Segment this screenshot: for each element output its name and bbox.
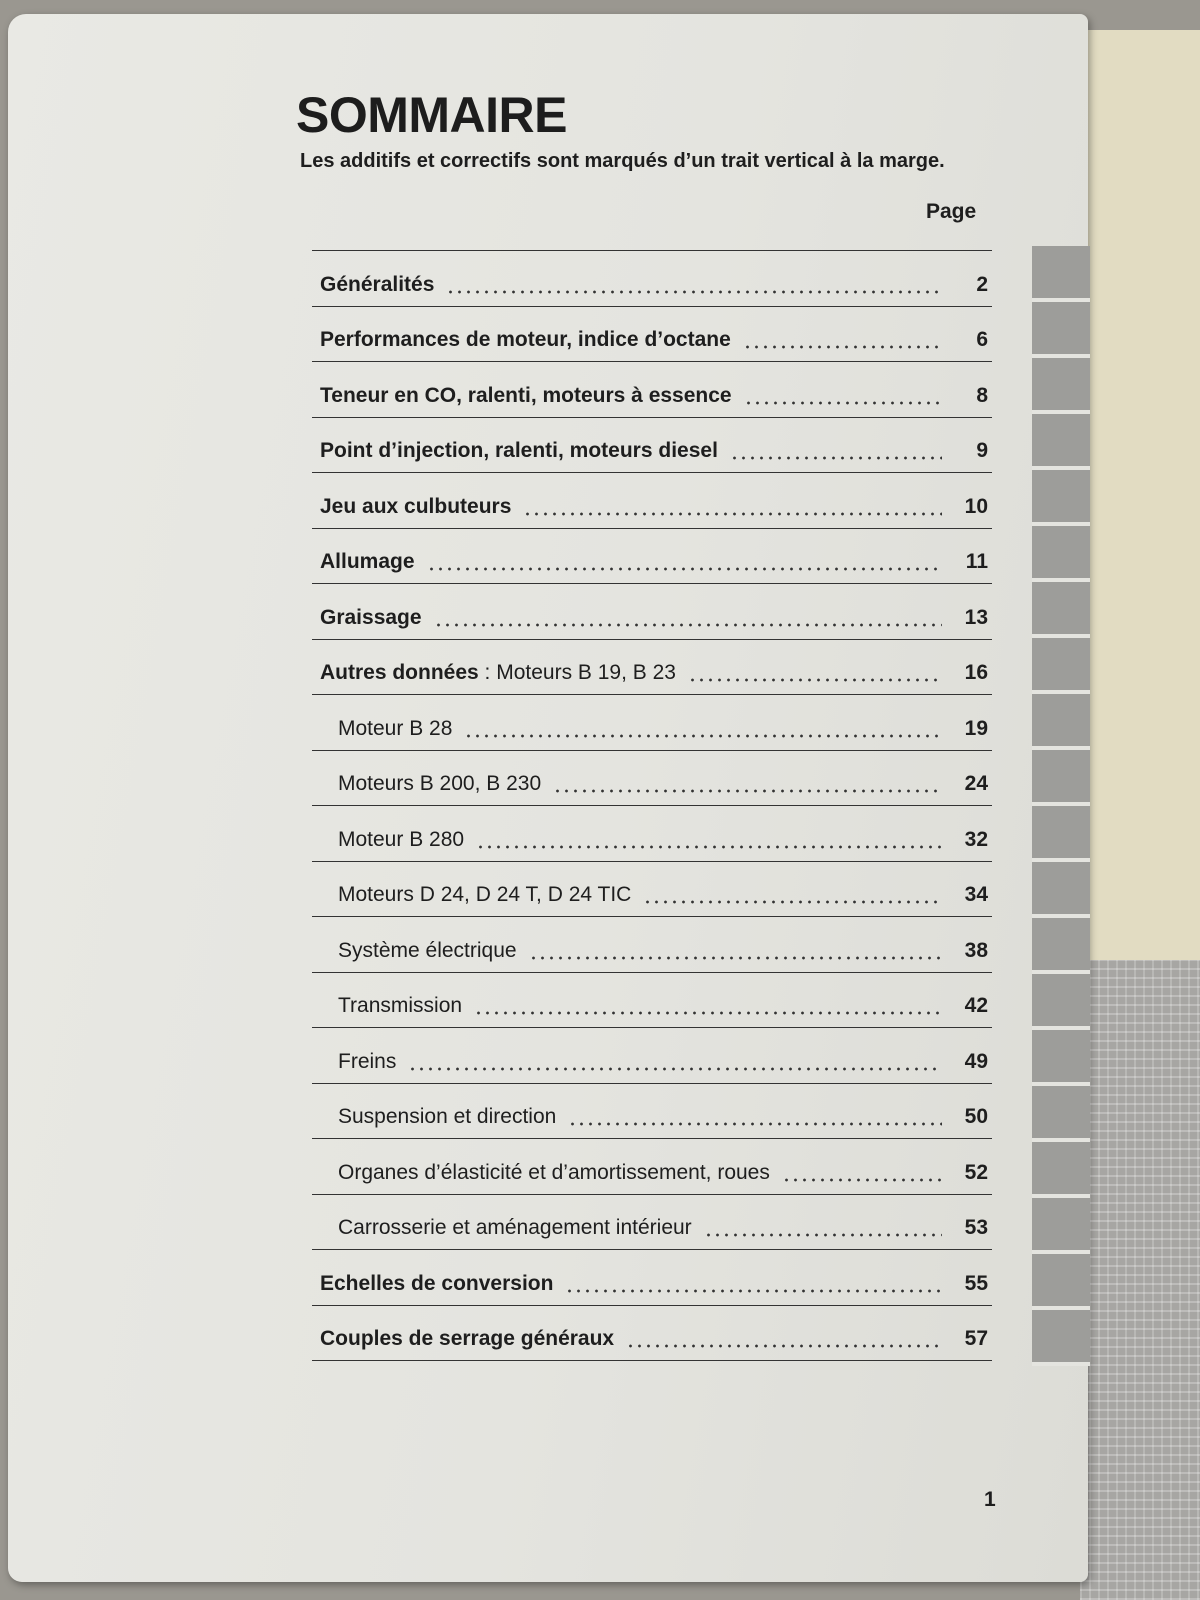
dot-leader [643,900,942,904]
toc-subentry[interactable] [312,695,992,751]
toc-entry-title: Suspension et direction [338,1105,557,1128]
toc-subentry[interactable] [312,1139,992,1195]
toc-entry-page: 49 [964,1049,988,1073]
page-title: SOMMAIRE [296,87,567,143]
dot-leader [782,1178,942,1182]
dot-leader [427,567,942,571]
toc-entry[interactable] [312,307,992,363]
dot-leader [744,401,942,405]
toc-entry-page: 34 [964,883,988,906]
toc-entry-title: Teneur en CO, ralenti, moteurs à essence [320,383,732,407]
toc-entry-title: Généralités [320,272,435,296]
toc-entry-title: Graissage [320,605,422,629]
dot-leader [446,290,942,294]
toc-entry[interactable] [312,418,992,474]
toc-entry-title: Echelles de conversion [320,1271,554,1295]
dot-leader [730,456,942,460]
toc-entry-subtitle: : Moteurs B 19, B 23 [484,661,676,684]
toc-subentry[interactable] [312,1028,992,1084]
toc-entry-title: Moteur B 28 [338,716,453,740]
toc-entry-page: 38 [964,938,988,962]
dot-leader [408,1067,942,1071]
toc-entry[interactable] [312,584,992,640]
thumb-index-tabs [1032,246,1090,1366]
toc-entry-page: 55 [964,1271,988,1295]
toc-entry-title: Carrosserie et aménagement intérieur [338,1216,692,1239]
dot-leader [464,734,942,738]
toc-entry-title: Performances de moteur, indice d’octane [320,328,731,351]
toc-entry-title: Couples de serrage généraux [320,1327,615,1350]
toc-entry[interactable] [312,1250,992,1306]
dot-leader [565,1289,942,1293]
dot-leader [434,623,942,627]
toc-subentry[interactable] [312,1084,992,1140]
toc-entry-page: 10 [964,494,988,518]
dot-leader [553,789,942,793]
toc-entry-page: 57 [964,1327,988,1350]
toc-entry-page: 19 [964,716,988,740]
toc-entry-page: 13 [964,605,988,629]
toc-entry-page: 52 [964,1160,988,1184]
toc-subentry[interactable] [312,973,992,1029]
toc-entry-title: Moteurs D 24, D 24 T, D 24 TIC [338,883,632,906]
dot-leader [743,345,942,349]
toc-entry-title: Moteurs B 200, B 230 [338,772,542,795]
toc-entry[interactable] [312,251,992,307]
toc-entry-page: 8 [976,383,988,407]
page-number: 1 [984,1488,996,1511]
toc-entry[interactable] [312,362,992,418]
toc-entry[interactable] [312,1306,992,1362]
toc-entry-title-group [320,661,676,685]
page-column-header: Page [926,200,977,223]
toc-entry-page: 2 [976,272,988,296]
dot-leader [474,1011,942,1015]
toc-entry-title: Moteur B 280 [338,827,465,851]
dot-leader [704,1233,942,1237]
dot-leader [568,1122,942,1126]
dot-leader [626,1344,942,1348]
toc-entry-page: 11 [965,550,988,573]
background-fabric [1080,960,1200,1600]
toc-subentry[interactable] [312,917,992,973]
toc-entry-title: Organes d’élasticité et d’amortissement, roues [338,1160,770,1184]
table-of-contents [312,250,992,1361]
toc-entry-title: Jeu aux culbuteurs [320,494,512,518]
toc-entry-title: Autres données [320,661,479,684]
toc-entry-page: 50 [964,1105,988,1128]
toc-subentry[interactable] [312,1195,992,1251]
toc-entry-title: Transmission [338,994,463,1017]
toc-entry-page: 16 [964,661,988,684]
toc-entry-page: 53 [964,1216,988,1239]
toc-entry[interactable] [312,473,992,529]
toc-subentry[interactable] [312,751,992,807]
dot-leader [529,956,942,960]
toc-entry-title: Système électrique [338,938,517,962]
toc-entry-title: Point d’injection, ralenti, moteurs diesel [320,439,718,462]
dot-leader [523,512,942,516]
toc-entry-page: 42 [964,994,988,1017]
revision-note: Les additifs et correctifs sont marqués d’un trait vertical à la marge. [300,150,945,172]
toc-entry-page: 6 [976,328,988,351]
toc-entry-page: 9 [976,439,988,462]
dot-leader [476,845,942,849]
dot-leader [688,678,942,682]
toc-entry[interactable] [312,529,992,585]
toc-subentry[interactable] [312,806,992,862]
toc-subentry[interactable] [312,862,992,918]
toc-entry-page: 24 [964,772,988,795]
toc-entry[interactable] [312,640,992,696]
toc-entry-page: 32 [964,827,988,851]
toc-entry-title: Allumage [320,550,415,573]
toc-entry-title: Freins [338,1049,397,1073]
